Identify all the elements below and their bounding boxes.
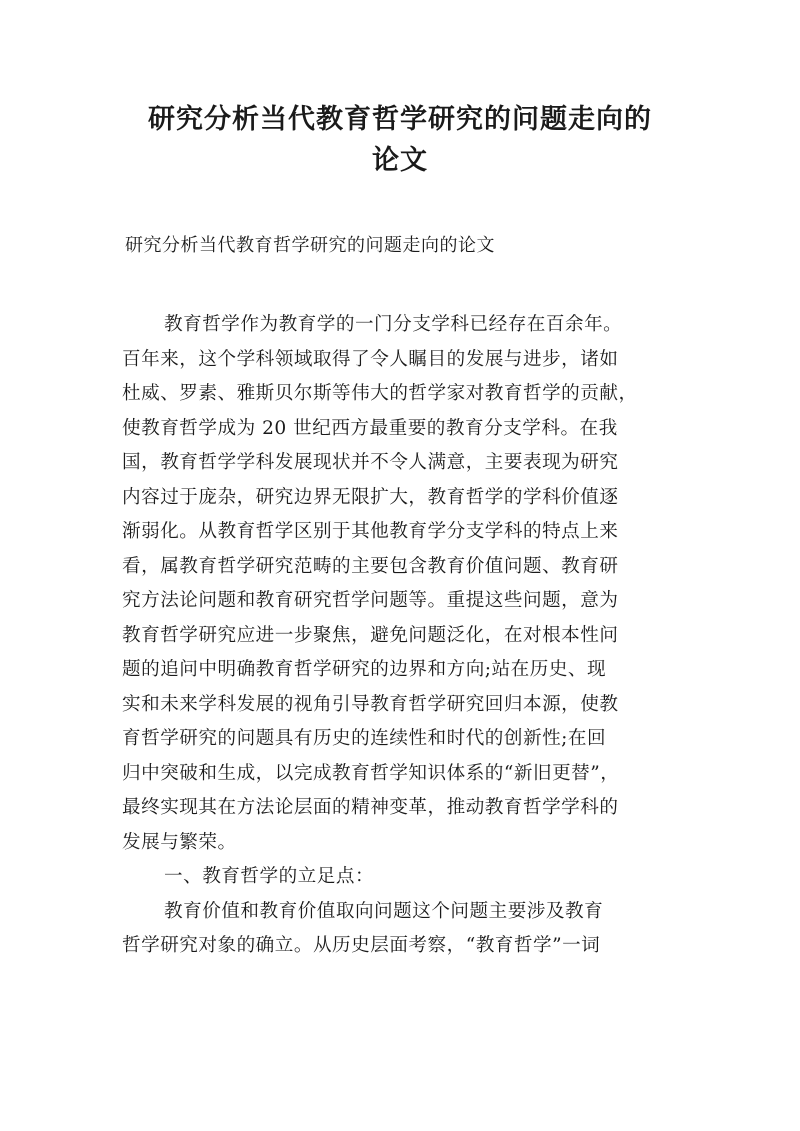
body-line: 教育哲学作为教育学的一门分支学科已经存在百余年。 (164, 314, 623, 335)
body-line: 题的追问中明确教育哲学研究的边界和方向;站在历史、现 (122, 659, 607, 680)
section-heading: 一、教育哲学的立足点： (164, 866, 375, 887)
body-line: 杜威、罗素、雅斯贝尔斯等伟大的哲学家对教育哲学的贡献， (122, 383, 638, 404)
body-line: 内容过于庞杂，研究边界无限扩大，教育哲学的学科价值逐 (122, 486, 619, 508)
document-title-line2: 论文 (372, 145, 428, 176)
body-line: 归中突破和生成，以完成教育哲学知识体系的“新旧更替”， (122, 762, 620, 784)
document-subtitle: 研究分析当代教育哲学研究的问题走向的论文 (125, 235, 495, 256)
body-line: 发展与繁荣。 (122, 831, 237, 853)
body-line: 教育哲学研究应进一步聚焦，避免问题泛化，在对根本性问 (122, 624, 619, 646)
body-line: 究方法论问题和教育研究哲学问题等。重提这些问题，意为 (122, 590, 619, 611)
body-line: 百年来，这个学科领域取得了令人瞩目的发展与进步，诸如 (122, 348, 619, 370)
body-line: 实和未来学科发展的视角引导教育哲学研究回归本源，使教 (122, 693, 619, 715)
body-line: 教育价值和教育价值取向问题这个问题主要涉及教育 (164, 900, 604, 922)
document-title-line1: 研究分析当代教育哲学研究的问题走向的 (148, 104, 652, 135)
body-line: 使教育哲学成为 20 世纪西方最重要的教育分支学科。在我 (122, 417, 618, 439)
body-line: 最终实现其在方法论层面的精神变革，推动教育哲学学科的 (122, 797, 619, 818)
body-line: 看，属教育哲学研究范畴的主要包含教育价值问题、教育研 (122, 555, 619, 577)
body-line: 渐弱化。从教育哲学区别于其他教育学分支学科的特点上来 (122, 521, 619, 542)
body-line: 哲学研究对象的确立。从历史层面考察，“教育哲学”一词 (122, 935, 601, 956)
body-line: 育哲学研究的问题具有历史的连续性和时代的创新性;在回 (122, 728, 607, 749)
body-line: 国，教育哲学学科发展现状并不令人满意，主要表现为研究 (122, 452, 619, 473)
document-body (122, 308, 682, 964)
